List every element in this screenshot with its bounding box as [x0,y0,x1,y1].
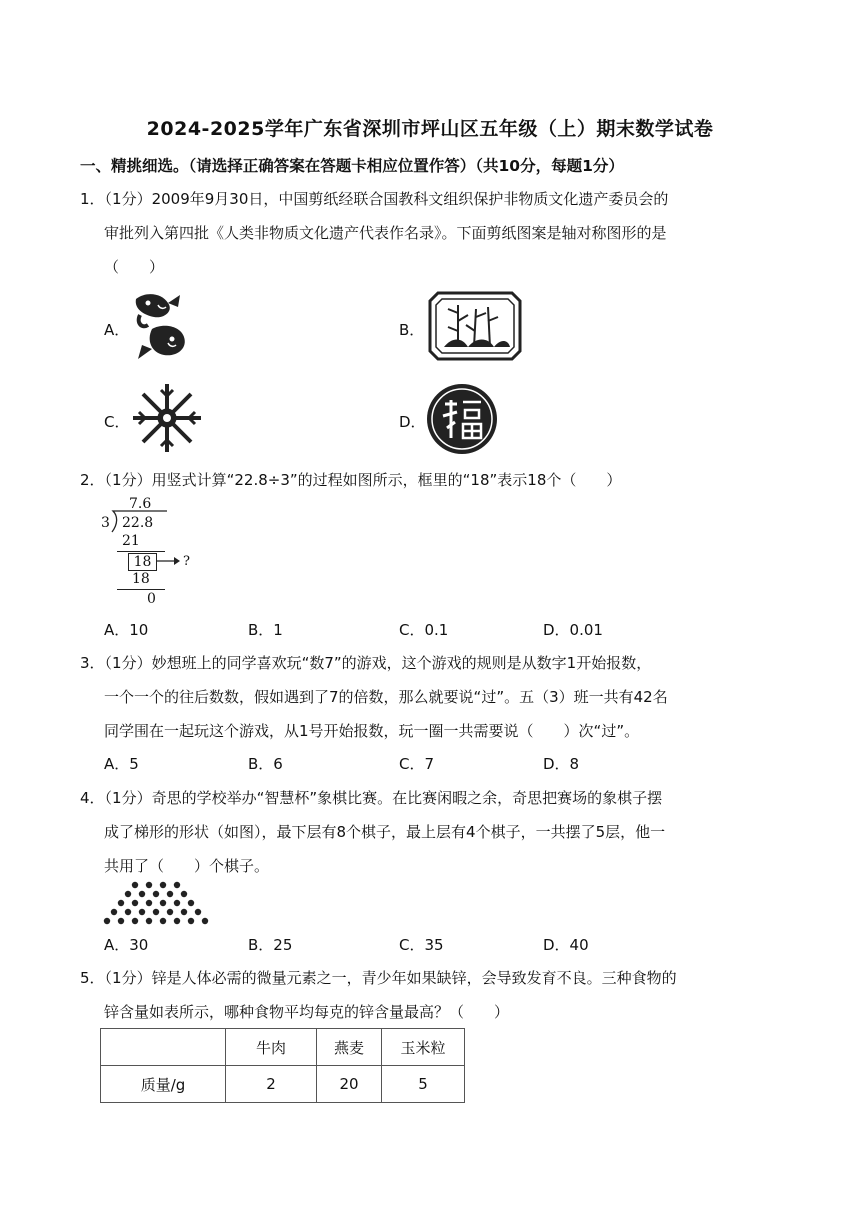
division-step-2: 18 [132,571,150,587]
option-b-label: B． [399,321,425,339]
chess-piece-dot [104,918,110,924]
papercut-snowflake-image [130,380,204,456]
page-title: 2024-2025学年广东省深圳市坪山区五年级（上）期末数学试卷 [146,118,714,140]
option-d: D．8 [543,755,580,773]
division-line-1 [117,551,165,552]
question-4-line-2: 成了梯形的形状（如图），最下层有8个棋子，最上层有4个棋子，一共摆了5层，他一 [104,823,666,841]
question-2-text: 2．（1分）用竖式计算“22.8÷3”的过程如图所示，框里的“18”表示18个（ ） [80,471,622,489]
option-c-label: C． [104,413,130,431]
question-3-line-1: 3．（1分）妙想班上的同学喜欢玩“数7”的游戏，这个游戏的规则是从数字1开始报数， [80,654,652,672]
option-b: B．1 [248,621,283,639]
chess-piece-dot [139,909,145,915]
chess-piece-dot [118,900,124,906]
question-1-line-2: 审批列入第四批《人类非物质文化遗产代表作名录》。下面剪纸图案是轴对称图形的是 [104,224,667,242]
table-header-cell: 玉米粒 [382,1029,465,1066]
chess-piece-dot [125,909,131,915]
option-a: A．5 [104,755,139,773]
chess-piece-dot [139,891,145,897]
chess-pieces-trapezoid [100,880,212,926]
chess-piece-dot [146,882,152,888]
section-heading: 一、精挑细选。（请选择正确答案在答题卡相应位置作答）（共10分，每题1分） [80,157,624,175]
question-3-line-3: 同学围在一起玩这个游戏，从1号开始报数，玩一圈一共需要说（ ）次“过”。 [104,722,640,740]
option-d-label: D． [399,413,426,431]
option-c: C．35 [399,936,444,954]
division-step-1: 21 [122,533,140,549]
chess-piece-dot [195,909,201,915]
papercut-birds-image [128,289,192,365]
chess-piece-dot [132,882,138,888]
option-b: B．25 [248,936,293,954]
option-d: D．0.01 [543,621,603,639]
table-cell: 20 [317,1066,382,1103]
papercut-bamboo-image [428,291,522,361]
arrow-icon [156,554,182,568]
division-dividend: 22.8 [122,515,154,531]
table-header-row [101,1029,465,1066]
table-header-cell: 牛肉 [226,1029,317,1066]
chess-piece-dot [146,900,152,906]
papercut-fu-image [425,382,499,456]
question-4-line-1: 4．（1分）奇思的学校举办“智慧杯”象棋比赛。在比赛闲暇之余，奇思把赛场的象棋子摆 [80,789,663,807]
division-line-2 [117,589,165,590]
chess-piece-dot [118,918,124,924]
chess-piece-dot [174,900,180,906]
option-a: A．30 [104,936,149,954]
chess-piece-dot [111,909,117,915]
chess-piece-dot [188,918,194,924]
option-a: A．10 [104,621,149,639]
chess-piece-dot [174,882,180,888]
trapezoid-dots-figure [100,880,212,926]
division-boxed-value: 18 [128,553,157,571]
chess-piece-dot [160,882,166,888]
chess-piece-dot [132,900,138,906]
option-a-label: A． [104,321,130,339]
question-5-line-1: 5．（1分）锌是人体必需的微量元素之一，青少年如果缺锌，会导致发育不良。三种食物的 [80,969,677,987]
question-4-line-3: 共用了（ ）个棋子。 [104,857,270,875]
chess-piece-dot [174,918,180,924]
chess-piece-dot [160,900,166,906]
option-b: B．6 [248,755,283,773]
chess-piece-dot [181,909,187,915]
table-row-label: 质量/g [101,1066,226,1103]
table-cell: 5 [382,1066,465,1103]
option-c: C．0.1 [399,621,449,639]
division-divisor: 3 [101,515,110,531]
table-cell: 2 [226,1066,317,1103]
chess-piece-dot [125,891,131,897]
chess-piece-dot [153,891,159,897]
question-5-line-2: 锌含量如表所示，哪种食物平均每克的锌含量最高？（ ） [104,1003,510,1021]
division-quotient: 7.6 [129,496,152,512]
chess-piece-dot [188,900,194,906]
chess-piece-dot [167,891,173,897]
chess-piece-dot [160,918,166,924]
table-header-cell [101,1029,226,1066]
table-header-cell: 燕麦 [317,1029,382,1066]
chess-piece-dot [181,891,187,897]
zinc-content-table [100,1028,465,1103]
chess-piece-dot [146,918,152,924]
option-d: D．40 [543,936,589,954]
chess-piece-dot [153,909,159,915]
table-row [101,1066,465,1103]
question-1-line-3: （ ） [104,258,165,276]
chess-piece-dot [167,909,173,915]
question-1-line-1: 1．（1分）2009年9月30日，中国剪纸经联合国教科文组织保护非物质文化遗产委员会的 [80,190,669,208]
chess-piece-dot [202,918,208,924]
chess-piece-dot [132,918,138,924]
division-remainder: 0 [147,591,156,607]
option-c: C．7 [399,755,435,773]
long-division-figure [99,496,199,608]
question-3-line-2: 一个一个的往后数数，假如遇到了7的倍数，那么就要说“过”。五（3）班一共有42名 [104,688,668,706]
division-question-mark: ? [183,554,190,569]
